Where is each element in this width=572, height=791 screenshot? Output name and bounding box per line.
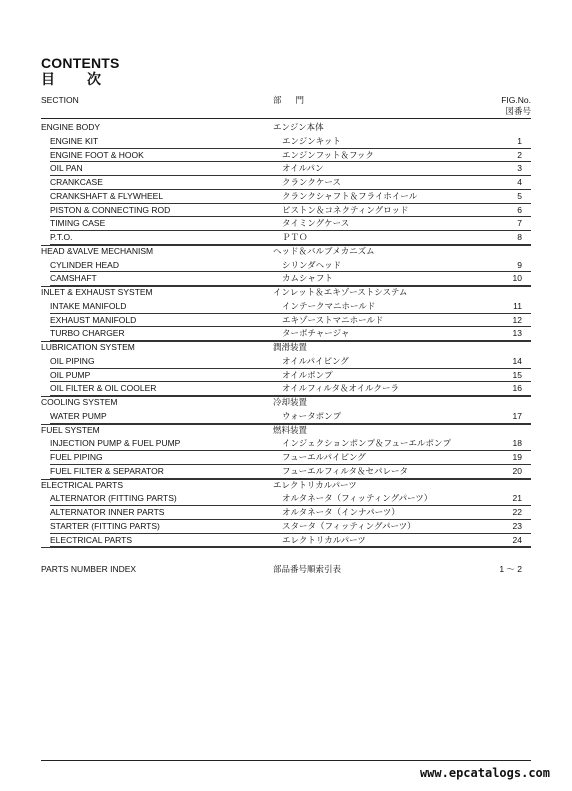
item-fig-number: 1: [517, 135, 522, 146]
contents-item[interactable]: [41, 135, 531, 149]
contents-item[interactable]: [41, 259, 531, 273]
list-end-divider: [41, 547, 531, 548]
item-label: CYLINDER HEAD: [50, 259, 119, 270]
item-label: CAMSHAFT: [50, 273, 97, 284]
item-fig-number: 15: [512, 369, 522, 380]
item-label: EXHAUST MANIFOLD: [50, 314, 137, 325]
item-label: ALTERNATOR INNER PARTS: [50, 507, 165, 517]
contents-item[interactable]: [41, 369, 531, 383]
page-title: CONTENTS: [41, 55, 120, 71]
item-fig-number: 3: [517, 163, 522, 174]
header-fig-label: FIG.No.: [501, 95, 531, 105]
contents-item[interactable]: [41, 190, 531, 204]
section-heading-label: LUBRICATION SYSTEM: [41, 342, 135, 352]
section-divider: [41, 479, 531, 480]
item-label: CRANKSHAFT & FLYWHEEL: [50, 190, 164, 201]
item-label-jp: オイルパン: [282, 163, 324, 174]
item-label: INTAKE MANIFOLD: [50, 300, 127, 311]
contents-item[interactable]: [41, 327, 531, 341]
item-label-jp: フューエルパイピング: [282, 452, 366, 462]
header-fig: [501, 95, 531, 117]
item-label-jp: ＰＴＯ: [282, 232, 308, 242]
section-heading-label: HEAD &VALVE MECHANISM: [41, 245, 154, 256]
item-underline: [50, 546, 531, 547]
item-fig-number: 17: [512, 410, 522, 421]
item-fig-number: 24: [512, 534, 522, 545]
section-heading-label: ELECTRICAL PARTS: [41, 479, 124, 490]
contents-item[interactable]: [41, 204, 531, 218]
item-label: ELECTRICAL PARTS: [50, 534, 133, 545]
item-fig-number: 2: [517, 149, 522, 160]
section-heading: [41, 479, 531, 493]
section-divider: [41, 286, 531, 287]
item-fig-number: 20: [512, 465, 522, 476]
item-label: CRANKCASE: [50, 177, 103, 187]
header-divider: [41, 118, 531, 119]
item-label: STARTER (FITTING PARTS): [50, 520, 160, 531]
section-heading-label-jp: 冷却装置: [273, 397, 308, 407]
item-label: OIL PAN: [50, 163, 83, 174]
contents-item[interactable]: [41, 465, 531, 479]
page-title-jp: 目次: [41, 71, 133, 87]
section-heading: [41, 286, 531, 300]
item-label-jp: ターボチャージャ: [282, 328, 350, 339]
header-section: SECTION: [41, 95, 79, 105]
section-heading-label-jp: エレクトリカルパーツ: [273, 479, 357, 490]
item-label-jp: タイミングケース: [282, 218, 350, 229]
item-fig-number: 5: [517, 190, 522, 201]
section-heading-label-jp: ヘッド＆バルブメカニズム: [273, 245, 375, 256]
item-label: TURBO CHARGER: [50, 328, 125, 339]
item-label-jp: オルタネータ（インナパーツ）: [282, 507, 400, 517]
section-divider: [41, 424, 531, 425]
index-row[interactable]: [41, 563, 531, 576]
item-label-jp: エンジンキット: [282, 135, 341, 146]
item-label-jp: カムシャフト: [282, 273, 333, 284]
contents-item[interactable]: [41, 272, 531, 286]
section-heading-label: ENGINE BODY: [41, 122, 101, 132]
section-heading-label-jp: 潤滑装置: [273, 342, 308, 352]
item-label-jp: インジェクションポンプ＆フューエルポンプ: [282, 438, 452, 449]
footer-divider: [41, 760, 531, 761]
section-heading-label-jp: 燃料装置: [273, 424, 308, 435]
header-section-jp: 部門: [273, 95, 319, 105]
contents-item[interactable]: [41, 162, 531, 176]
contents-item[interactable]: [41, 492, 531, 506]
item-label: WATER PUMP: [50, 410, 107, 421]
contents-item[interactable]: [41, 355, 531, 369]
item-label: FUEL PIPING: [50, 452, 103, 462]
section-divider: [41, 341, 531, 342]
item-fig-number: 10: [512, 273, 522, 284]
index-label-jp: 部品番号順索引表: [273, 564, 342, 574]
item-label: ALTERNATOR (FITTING PARTS): [50, 493, 177, 504]
item-label-jp: オルタネータ（フィッティングパーツ）: [282, 493, 433, 504]
item-label: OIL FILTER & OIL COOLER: [50, 383, 157, 394]
contents-item[interactable]: [41, 534, 531, 548]
item-label-jp: シリンダヘッド: [282, 259, 342, 270]
contents-item[interactable]: [41, 176, 531, 190]
section-heading-label-jp: エンジン本体: [273, 122, 324, 132]
contents-item[interactable]: [41, 217, 531, 231]
item-fig-number: 14: [512, 355, 522, 366]
item-fig-number: 13: [512, 328, 522, 339]
item-fig-number: 16: [512, 383, 522, 394]
item-label-jp: オイルフィルタ＆オイルクーラ: [282, 383, 399, 394]
item-fig-number: 4: [517, 177, 522, 187]
item-label: P.T.O.: [50, 232, 73, 242]
item-fig-number: 23: [512, 520, 522, 531]
contents-list: [41, 121, 531, 548]
section-heading: [41, 121, 531, 135]
item-label-jp: エキゾーストマニホールド: [282, 314, 384, 325]
section-divider: [41, 396, 531, 397]
section-heading: [41, 245, 531, 259]
item-fig-number: 7: [517, 218, 522, 229]
section-divider: [41, 245, 531, 246]
footer-url[interactable]: www.epcatalogs.com: [419, 766, 550, 780]
item-fig-number: 18: [512, 438, 522, 449]
contents-item[interactable]: [41, 437, 531, 451]
contents-item[interactable]: [41, 314, 531, 328]
contents-item[interactable]: [41, 410, 531, 424]
section-heading-label: FUEL SYSTEM: [41, 424, 100, 435]
item-label-jp: クランクシャフト＆フライホイール: [282, 190, 418, 201]
item-label-jp: ウォータポンプ: [282, 410, 342, 421]
contents-item[interactable]: [41, 506, 531, 520]
section-heading-label: INLET & EXHAUST SYSTEM: [41, 287, 153, 297]
item-label: PISTON & CONNECTING ROD: [50, 204, 171, 215]
item-label: ENGINE FOOT & HOOK: [50, 149, 144, 160]
contents-item[interactable]: [41, 300, 531, 314]
item-label-jp: エレクトリカルパーツ: [282, 534, 366, 545]
section-heading: [41, 341, 531, 355]
contents-item[interactable]: [41, 149, 531, 163]
item-label: OIL PUMP: [50, 369, 91, 380]
item-label: OIL PIPING: [50, 355, 95, 366]
contents-item[interactable]: [41, 382, 531, 396]
section-heading-label-jp: インレット＆エキゾーストシステム: [273, 287, 408, 297]
contents-item[interactable]: [41, 231, 531, 245]
item-fig-number: 22: [512, 507, 522, 517]
item-label-jp: スタータ（フィッティングパーツ）: [282, 520, 416, 531]
index-pages: 1 ～ 2: [499, 564, 522, 574]
item-label-jp: エンジンフット＆フック: [282, 149, 374, 160]
index-label: PARTS NUMBER INDEX: [41, 564, 137, 574]
contents-item[interactable]: [41, 451, 531, 465]
contents-item[interactable]: [41, 520, 531, 534]
item-fig-number: 21: [512, 493, 522, 504]
item-fig-number: 12: [512, 314, 522, 325]
item-label: INJECTION PUMP & FUEL PUMP: [50, 438, 181, 449]
item-label-jp: ピストン＆コネクティングロッド: [282, 204, 409, 215]
item-fig-number: 19: [512, 452, 522, 462]
item-fig-number: 8: [517, 232, 522, 242]
section-heading-label: COOLING SYSTEM: [41, 397, 118, 407]
item-label-jp: クランクケース: [282, 177, 341, 187]
item-fig-number: 6: [517, 204, 522, 215]
item-label-jp: インテークマニホールド: [282, 300, 376, 311]
item-label: ENGINE KIT: [50, 135, 99, 146]
item-label-jp: オイルパイピング: [282, 355, 349, 366]
item-label-jp: フューエルフィルタ＆セパレータ: [282, 465, 409, 476]
header-fig-label-jp: 図番号: [505, 106, 531, 116]
item-fig-number: 11: [513, 300, 522, 311]
item-label: TIMING CASE: [50, 218, 106, 229]
section-heading: [41, 396, 531, 410]
item-label-jp: オイルポンプ: [282, 369, 333, 380]
section-heading: [41, 424, 531, 438]
item-label: FUEL FILTER & SEPARATOR: [50, 465, 164, 476]
item-fig-number: 9: [517, 259, 522, 270]
